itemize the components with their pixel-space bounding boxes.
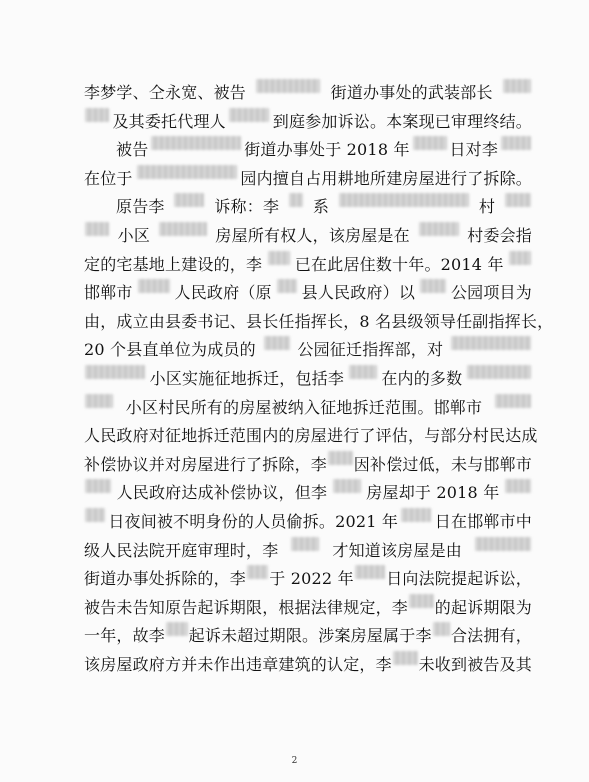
document-body xyxy=(84,79,554,679)
text-line: 日夜间被不明身份的人员偷拆。2021 年 日在邯郸市中 xyxy=(84,508,532,537)
redaction xyxy=(467,365,531,379)
redaction xyxy=(85,222,109,236)
text-line: 被告未告知原告起诉期限，根据法律规定，李 的起诉期限为 xyxy=(84,594,532,623)
redaction xyxy=(137,165,237,179)
redaction xyxy=(247,565,268,579)
text-line: 人民政府达成补偿协议，但李 房屋却于 2018 年 xyxy=(84,479,532,508)
text-line: 级人民法院开庭审理时，李 才知道该房屋是由 xyxy=(84,537,532,566)
text-line: 及其委托代理人 到庭参加诉讼。本案现已审理终结。 xyxy=(84,108,532,137)
redaction xyxy=(409,594,434,608)
redaction xyxy=(166,622,188,636)
redaction xyxy=(475,537,531,551)
redaction xyxy=(509,251,531,265)
text-line: 小区实施征地拆迁，包括李 在内的多数 xyxy=(84,365,532,394)
redaction xyxy=(85,394,113,408)
redaction xyxy=(291,537,319,551)
redaction xyxy=(268,251,290,265)
redaction xyxy=(85,365,145,379)
redaction xyxy=(413,136,447,150)
redaction xyxy=(451,336,531,350)
redaction xyxy=(256,79,320,93)
redaction xyxy=(433,622,450,636)
redaction xyxy=(401,508,431,522)
redaction xyxy=(328,451,353,465)
redaction xyxy=(420,279,446,293)
redaction xyxy=(289,193,303,207)
redaction xyxy=(355,565,385,579)
redaction xyxy=(339,193,469,207)
text-line: 小区 房屋所有权人，该房屋是在 村委会指 xyxy=(84,222,532,251)
redaction xyxy=(151,136,241,150)
text-line: 补偿协议并对房屋进行了拆除，李 因补偿过低，未与邯郸市 xyxy=(84,451,532,480)
redaction xyxy=(393,651,418,665)
text-line: 该房屋政府方并未作出违章建筑的认定，李 未收到被告及其 xyxy=(84,651,532,680)
redaction xyxy=(333,479,361,493)
redaction xyxy=(85,108,109,122)
redaction xyxy=(501,136,531,150)
text-line: 李梦学、仝永宽、被告 街道办事处的武装部长 xyxy=(84,79,532,108)
redaction xyxy=(264,336,290,350)
redaction xyxy=(85,479,111,493)
text-line: 定的宅基地上建设的，李 已在此居住数十年。2014 年 xyxy=(84,251,532,280)
redaction xyxy=(505,193,531,207)
redaction xyxy=(229,108,269,122)
text-line: 在位于 园内擅自占用耕地所建房屋进行了拆除。 xyxy=(84,165,532,194)
redaction xyxy=(505,479,531,493)
text-line: 原告李 诉称：李 系 村 xyxy=(84,193,532,222)
text-line: 人民政府对征地拆迁范围内的房屋进行了评估，与部分村民达成 xyxy=(84,426,538,446)
text-line: 街道办事处拆除的，李 于 2022 年 日向法院提起诉讼， xyxy=(84,565,532,594)
redaction xyxy=(495,394,531,408)
text-line: 邯郸市 人民政府（原 县人民政府）以 公园项目为 xyxy=(84,279,532,308)
text-line: 20 个县直单位为成员的 公园征迁指挥部，对 xyxy=(84,336,532,365)
redaction xyxy=(174,193,204,207)
text-line: 由，成立由县委书记、县长任指挥长，8 名县级领导任副指挥长， xyxy=(84,311,554,331)
text-line: 一年，故李 起诉未超过期限。涉案房屋属于李 合法拥有， xyxy=(84,622,532,651)
redaction xyxy=(419,222,459,236)
redaction xyxy=(503,79,531,93)
redaction xyxy=(277,279,297,293)
redaction xyxy=(159,222,207,236)
redaction xyxy=(138,279,170,293)
redaction xyxy=(349,365,377,379)
page-number: 2 xyxy=(291,756,298,766)
text-line: 小区村民所有的房屋被纳入征地拆迁范围。邯郸市 xyxy=(84,394,532,423)
redaction xyxy=(85,508,105,522)
text-line: 被告 街道办事处于 2018 年 日对李 xyxy=(84,136,532,165)
